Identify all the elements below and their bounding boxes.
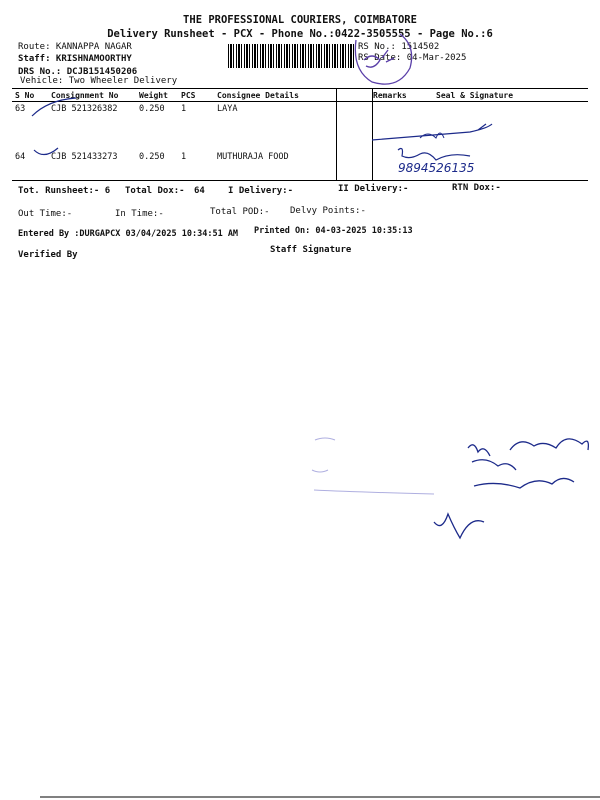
printed-on: Printed On: 04-03-2025 10:35:13 — [254, 226, 413, 236]
row-sno: 64 — [15, 152, 26, 162]
row-consignment: CJB 521326382 — [51, 104, 118, 114]
company-title: THE PROFESSIONAL COURIERS, COIMBATORE — [183, 14, 417, 26]
stamp-circle — [355, 34, 411, 84]
col-weight: Weight — [136, 89, 178, 102]
row-sno: 63 — [15, 104, 26, 114]
col-seal-signature: Seal & Signature — [412, 89, 588, 102]
in-time: In Time:- — [115, 209, 164, 219]
tick-mark — [34, 148, 58, 155]
row-consignment: CJB 521433273 — [51, 152, 118, 162]
runsheet-title: Delivery Runsheet - PCX - Phone No.:0422-3505555 - Page No.:6 — [107, 28, 493, 40]
ii-delivery: II Delivery:- — [338, 184, 409, 194]
staff-label: Staff: KRISHNAMOORTHY — [18, 54, 132, 64]
row-weight: 0.250 — [139, 152, 165, 162]
col-remarks: Remarks — [370, 89, 412, 102]
drs-number: DRS No.: DCJB151450206 — [18, 67, 138, 77]
rtn-dox: RTN Dox:- — [452, 183, 501, 193]
col-pcs: PCS — [178, 89, 214, 102]
col-sno: S No — [12, 89, 48, 102]
bottom-signature — [434, 439, 588, 538]
signature — [398, 148, 470, 160]
col-consignment: Consignment No — [48, 89, 136, 102]
handwritten-phone: 9894526135 — [398, 161, 475, 175]
total-pod: Total POD:- — [210, 207, 270, 217]
vehicle-label: Vehicle: Two Wheeler Delivery — [20, 76, 178, 86]
tot-runsheet: Tot. Runsheet:- 6 — [18, 186, 111, 196]
verified-by: Verified By — [18, 250, 78, 260]
row-pcs: 1 — [181, 152, 187, 162]
col-consignee: Consignee Details — [214, 89, 370, 102]
staff-signature-label: Staff Signature — [270, 245, 352, 255]
entered-by: Entered By :DURGAPCX 03/04/2025 10:34:51 AM — [18, 229, 239, 239]
rs-number: RS No.: 1514502 — [358, 42, 440, 52]
rs-date: RS Date: 04-Mar-2025 — [358, 53, 467, 63]
i-delivery: I Delivery:- — [228, 186, 294, 196]
faded-stamp — [312, 438, 434, 494]
delvy-points: Delvy Points:- — [290, 206, 366, 216]
route-label: Route: KANNAPPA NAGAR — [18, 42, 132, 52]
row-weight: 0.250 — [139, 104, 165, 114]
signature — [420, 133, 444, 138]
total-dox-value: 64 — [194, 186, 205, 196]
signature — [372, 124, 492, 140]
tick-mark — [32, 98, 76, 116]
row-pcs: 1 — [181, 104, 187, 114]
row-consignee: MUTHURAJA FOOD — [217, 152, 289, 162]
row-consignee: LAYA — [217, 104, 238, 114]
out-time: Out Time:- — [18, 209, 73, 219]
total-dox-label: Total Dox:- — [125, 186, 185, 196]
